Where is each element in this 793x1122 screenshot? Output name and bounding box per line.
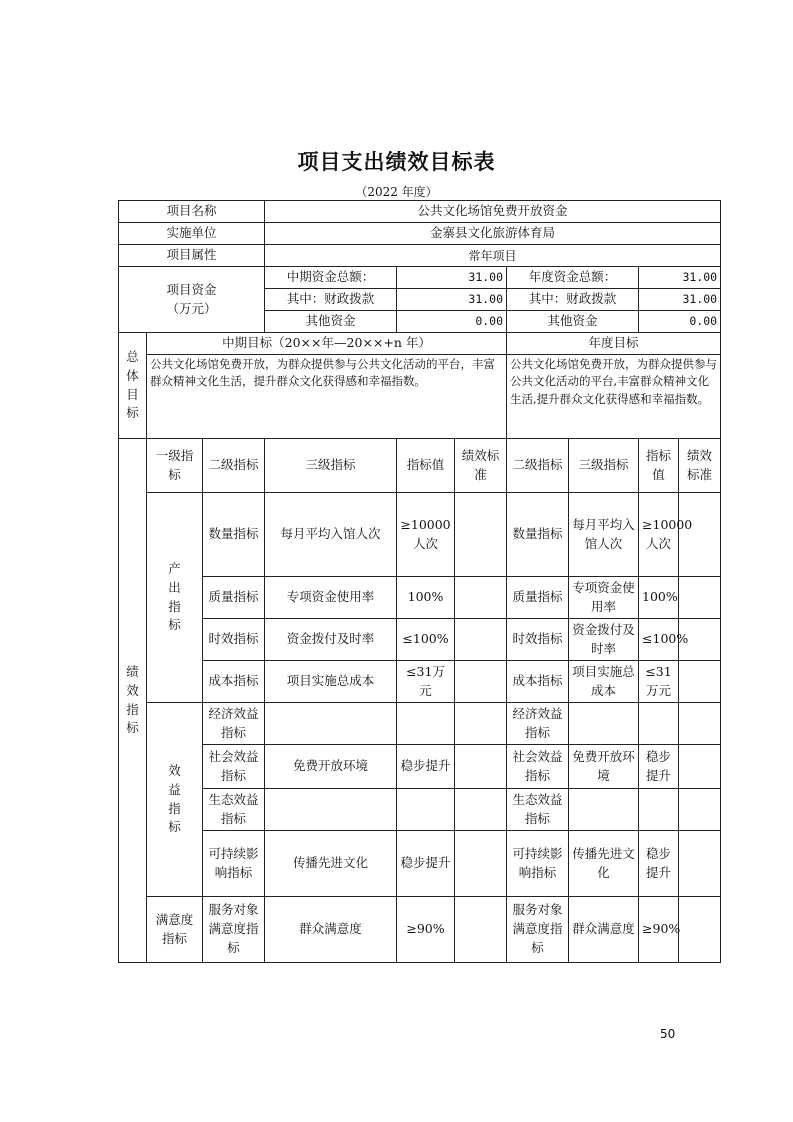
goal-label <box>119 333 147 439</box>
table-row <box>119 897 721 963</box>
value-cell <box>397 789 455 831</box>
indicators-label-char: 效 <box>126 682 139 698</box>
year-standard-cell <box>679 577 721 619</box>
year-standard-cell <box>679 661 721 703</box>
value-cell: 100% <box>397 577 455 619</box>
mid-goal-text: 公共文化场馆免费开放，为群众提供参与公共文化活动的平台，丰富群众精神文化生活，提升群众文化获得感和幸福指数。 <box>147 355 507 439</box>
mid-other-label: 其他资金 <box>265 311 397 333</box>
table-row <box>119 577 721 619</box>
header-year-standard: 绩效标准 <box>679 439 721 493</box>
year-goal-header: 年度目标 <box>507 333 721 355</box>
level2-cell: 成本指标 <box>203 661 265 703</box>
unit-row <box>119 223 721 245</box>
output-label-char: 产 <box>168 561 181 576</box>
year-level2-cell: 社会效益指标 <box>507 745 569 789</box>
table-row <box>119 661 721 703</box>
level2-cell: 质量指标 <box>203 577 265 619</box>
goal-label-char: 总 <box>126 349 139 364</box>
page-title: 项目支出绩效目标表 <box>297 150 496 174</box>
project-name-row <box>119 201 721 223</box>
indicator-header-row <box>119 439 721 493</box>
year-level3-cell: 专项资金使用率 <box>569 577 639 619</box>
year-level2-cell: 质量指标 <box>507 577 569 619</box>
level3-cell <box>265 703 397 745</box>
table-row <box>119 619 721 661</box>
year-standard-cell <box>679 703 721 745</box>
year-level3-cell <box>569 789 639 831</box>
year-level3-cell: 传播先进文化 <box>569 831 639 897</box>
level3-cell: 免费开放环境 <box>265 745 397 789</box>
level2-cell: 服务对象满意度指标 <box>203 897 265 963</box>
standard-cell <box>455 493 507 577</box>
year-value-cell <box>639 703 679 745</box>
header-year-value: 指标值 <box>639 439 679 493</box>
year-standard-cell <box>679 831 721 897</box>
year-standard-cell <box>679 745 721 789</box>
year-value-cell: ≥10000人次 <box>639 493 679 577</box>
year-level3-cell: 群众满意度 <box>569 897 639 963</box>
standard-cell <box>455 897 507 963</box>
year-level3-cell: 每月平均入馆人次 <box>569 493 639 577</box>
level2-cell: 生态效益指标 <box>203 789 265 831</box>
year-standard-cell <box>679 493 721 577</box>
satisfaction-indicators-label: 满意度指标 <box>147 897 203 963</box>
standard-cell <box>455 661 507 703</box>
indicators-label-char: 标 <box>126 720 139 736</box>
year-level2-cell: 服务对象满意度指标 <box>507 897 569 963</box>
year-standard-cell <box>679 897 721 963</box>
mid-goal-header: 中期目标（20××年—20××+n 年） <box>147 333 507 355</box>
table-row <box>119 831 721 897</box>
standard-cell <box>455 619 507 661</box>
value-cell: 稳步提升 <box>397 831 455 897</box>
year-level2-cell: 生态效益指标 <box>507 789 569 831</box>
year-level2-cell: 时效指标 <box>507 619 569 661</box>
value-cell: 稳步提升 <box>397 745 455 789</box>
table-row <box>119 745 721 789</box>
year-level3-cell: 项目实施总成本 <box>569 661 639 703</box>
unit-value: 金寨县文化旅游体育局 <box>265 223 721 245</box>
header-year-level2: 二级指标 <box>507 439 569 493</box>
attr-value: 常年项目 <box>265 245 721 267</box>
report-year: （2022 年度） <box>355 185 438 199</box>
year-level2-cell: 可持续影响指标 <box>507 831 569 897</box>
level3-cell <box>265 789 397 831</box>
year-value-cell <box>639 789 679 831</box>
table-row <box>119 789 721 831</box>
standard-cell <box>455 703 507 745</box>
year-level2-cell: 数量指标 <box>507 493 569 577</box>
standard-cell <box>455 745 507 789</box>
level3-cell: 专项资金使用率 <box>265 577 397 619</box>
header-level1: 一级指标 <box>147 439 203 493</box>
header-year-level3: 三级指标 <box>569 439 639 493</box>
page-number: 50 <box>660 1027 676 1041</box>
header-level2: 二级指标 <box>203 439 265 493</box>
funds-label <box>119 267 265 333</box>
goal-header-row <box>119 333 721 355</box>
goal-label-char: 目 <box>126 386 139 402</box>
attr-label: 项目属性 <box>119 245 265 267</box>
table-row <box>119 703 721 745</box>
value-cell: ≤31万元 <box>397 661 455 703</box>
level3-cell: 资金拨付及时率 <box>265 619 397 661</box>
mid-total-value: 31.00 <box>397 267 507 289</box>
year-value-cell: ≤31万元 <box>639 661 679 703</box>
year-total-label: 年度资金总额： <box>507 267 639 289</box>
mid-fiscal-label: 其中：财政拨款 <box>265 289 397 311</box>
mid-total-label: 中期资金总额： <box>265 267 397 289</box>
value-cell <box>397 703 455 745</box>
standard-cell <box>455 577 507 619</box>
standard-cell <box>455 789 507 831</box>
performance-table <box>118 200 721 963</box>
value-cell: ≥10000人次 <box>397 493 455 577</box>
level2-cell: 可持续影响指标 <box>203 831 265 897</box>
level3-cell: 每月平均入馆人次 <box>265 493 397 577</box>
year-other-value: 0.00 <box>639 311 721 333</box>
benefit-indicators-label <box>147 703 203 897</box>
output-label-char: 指 <box>168 598 181 614</box>
standard-cell <box>455 831 507 897</box>
year-total-value: 31.00 <box>639 267 721 289</box>
goal-label-char: 标 <box>126 405 139 421</box>
funds-row-1 <box>119 267 721 289</box>
indicators-label-char: 绩 <box>126 664 139 679</box>
year-goal-text: 公共文化场馆免费开放，为群众提供参与公共文化活动的平台,丰富群众精神文化生活,提升群众文化获得感和幸福指数。 <box>507 355 721 439</box>
year-value-cell: 稳步提升 <box>639 831 679 897</box>
unit-label: 实施单位 <box>119 223 265 245</box>
level2-cell: 社会效益指标 <box>203 745 265 789</box>
year-other-label: 其他资金 <box>507 311 639 333</box>
value-cell: ≤100% <box>397 619 455 661</box>
funds-label-line1: 项目资金 <box>166 281 217 297</box>
year-value-cell: ≤100% <box>639 619 679 661</box>
level2-cell: 时效指标 <box>203 619 265 661</box>
year-level2-cell: 成本指标 <box>507 661 569 703</box>
level3-cell: 传播先进文化 <box>265 831 397 897</box>
attr-row <box>119 245 721 267</box>
indicators-label-char: 指 <box>126 701 139 717</box>
benefit-label-char: 益 <box>168 781 181 797</box>
level3-cell: 项目实施总成本 <box>265 661 397 703</box>
output-indicators-label <box>147 493 203 703</box>
header-standard: 绩效标准 <box>455 439 507 493</box>
year-level3-cell <box>569 703 639 745</box>
year-value-cell: 稳步提升 <box>639 745 679 789</box>
level2-cell: 经济效益指标 <box>203 703 265 745</box>
project-name-label: 项目名称 <box>119 201 265 223</box>
year-value-cell: 100% <box>639 577 679 619</box>
goal-text-row <box>119 355 721 439</box>
mid-other-value: 0.00 <box>397 311 507 333</box>
year-level2-cell: 经济效益指标 <box>507 703 569 745</box>
output-label-char: 出 <box>168 579 181 595</box>
indicators-label <box>119 439 147 963</box>
level3-cell: 群众满意度 <box>265 897 397 963</box>
year-value-cell: ≥90% <box>639 897 679 963</box>
year-standard-cell <box>679 789 721 831</box>
level2-cell: 数量指标 <box>203 493 265 577</box>
benefit-label-char: 标 <box>168 819 181 835</box>
header-level3: 三级指标 <box>265 439 397 493</box>
year-level3-cell: 免费开放环境 <box>569 745 639 789</box>
goal-label-char: 体 <box>126 367 139 383</box>
year-level3-cell: 资金拨付及时率 <box>569 619 639 661</box>
year-fiscal-value: 31.00 <box>639 289 721 311</box>
benefit-label-char: 指 <box>168 800 181 816</box>
project-name-value: 公共文化场馆免费开放资金 <box>265 201 721 223</box>
table-row <box>119 493 721 577</box>
benefit-label-char: 效 <box>168 763 181 778</box>
output-label-char: 标 <box>168 617 181 633</box>
header-value: 指标值 <box>397 439 455 493</box>
funds-label-line2: （万元） <box>166 300 217 316</box>
value-cell: ≥90% <box>397 897 455 963</box>
mid-fiscal-value: 31.00 <box>397 289 507 311</box>
year-fiscal-label: 其中：财政拨款 <box>507 289 639 311</box>
